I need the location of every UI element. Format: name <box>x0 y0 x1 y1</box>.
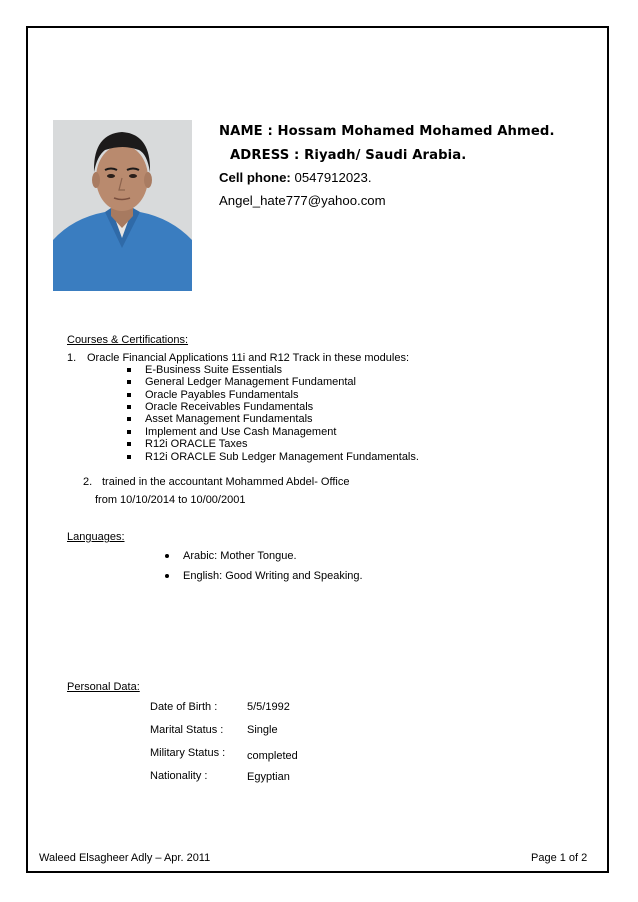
square-bullet-icon <box>127 393 131 397</box>
marital-status-label: Marital Status : <box>150 724 224 736</box>
cell-phone-line <box>219 170 372 185</box>
square-bullet-icon <box>127 380 131 384</box>
footer-page-number: Page 1 of 2 <box>531 852 588 864</box>
military-status-label: Military Status : <box>150 747 226 759</box>
name-line: NAME : Hossam Mohamed Mohamed Ahmed. <box>219 124 555 139</box>
round-bullet-icon <box>165 574 169 578</box>
module-item: Asset Management Fundamentals <box>145 413 313 425</box>
module-item: Oracle Payables Fundamentals <box>145 389 299 401</box>
module-item: Oracle Receivables Fundamentals <box>145 401 314 413</box>
course-item-1-number: 1. <box>67 352 77 364</box>
date-of-birth-label: Date of Birth : <box>150 701 218 713</box>
cell-phone-label: Cell phone: <box>219 170 291 185</box>
module-item: General Ledger Management Fundamental <box>145 376 356 388</box>
portrait-illustration <box>53 120 192 291</box>
date-of-birth-value: 5/5/1992 <box>247 701 290 713</box>
marital-status-value: Single <box>247 724 278 736</box>
course-item-1-text: Oracle Financial Applications 11i and R12 Track in these modules: <box>87 352 410 364</box>
language-item: English: Good Writing and Speaking. <box>183 570 363 582</box>
email-address[interactable]: Angel_hate777@yahoo.com <box>219 193 386 208</box>
module-item: R12i ORACLE Taxes <box>145 438 248 450</box>
profile-photo <box>53 120 192 291</box>
square-bullet-icon <box>127 455 131 459</box>
square-bullet-icon <box>127 405 131 409</box>
module-item: R12i ORACLE Sub Ledger Management Fundamentals. <box>145 451 419 463</box>
square-bullet-icon <box>127 368 131 372</box>
course-item-2-dates: from 10/10/2014 to 10/00/2001 <box>95 494 246 506</box>
cell-phone-value: 0547912023. <box>294 170 372 185</box>
round-bullet-icon <box>165 554 169 558</box>
square-bullet-icon <box>127 442 131 446</box>
military-status-value: completed <box>247 750 298 762</box>
personal-data-section-title: Personal Data: <box>67 681 140 693</box>
nationality-label: Nationality : <box>150 770 208 782</box>
square-bullet-icon <box>127 430 131 434</box>
square-bullet-icon <box>127 417 131 421</box>
languages-section-title: Languages: <box>67 531 125 543</box>
module-item: E-Business Suite Essentials <box>145 364 282 376</box>
address-line: ADRESS : Riyadh/ Saudi Arabia. <box>230 148 467 163</box>
course-item-2-text: trained in the accountant Mohammed Abdel- Office <box>102 476 350 488</box>
language-item: Arabic: Mother Tongue. <box>183 550 297 562</box>
courses-section-title: Courses & Certifications: <box>67 334 189 346</box>
footer-author: Waleed Elsagheer Adly – Apr. 2011 <box>39 852 211 864</box>
module-item: Implement and Use Cash Management <box>145 426 337 438</box>
nationality-value: Egyptian <box>247 771 290 783</box>
course-item-2-number: 2. <box>83 476 93 488</box>
